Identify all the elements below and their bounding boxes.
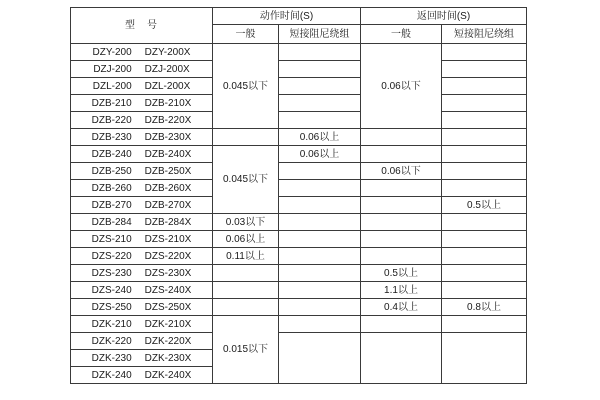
model-x-variant: DZK-230X — [144, 352, 192, 364]
model-cell — [71, 231, 213, 248]
model-x-variant: DZL-200X — [144, 80, 191, 92]
cell-action-damping — [279, 299, 361, 316]
model-base: DZY-200 — [92, 46, 132, 58]
cell-return-damping — [442, 333, 527, 384]
table-row — [71, 214, 527, 231]
model-cell — [71, 129, 213, 146]
cell-return-damping — [442, 61, 527, 78]
model-pair — [71, 149, 212, 160]
cell-action-damping — [279, 316, 361, 333]
model-column-header: 型 号 — [71, 8, 213, 44]
cell-return-general: 0.4以上 — [361, 299, 442, 316]
cell-action-general: 0.045以下 — [213, 44, 279, 129]
model-cell — [71, 282, 213, 299]
table-row — [71, 61, 527, 78]
model-pair — [71, 47, 212, 58]
model-pair — [71, 234, 212, 245]
cell-action-general: 0.03以下 — [213, 214, 279, 231]
cell-action-damping — [279, 61, 361, 78]
model-pair — [71, 115, 212, 126]
cell-action-general — [213, 129, 279, 146]
model-pair — [71, 336, 212, 347]
model-base: DZB-260 — [91, 182, 132, 194]
model-x-variant: DZB-230X — [144, 131, 192, 143]
model-cell — [71, 112, 213, 129]
model-x-variant: DZB-260X — [144, 182, 192, 194]
cell-return-general: 0.5以上 — [361, 265, 442, 282]
model-pair — [71, 81, 212, 92]
model-x-variant: DZK-220X — [144, 335, 192, 347]
model-base: DZS-250 — [91, 301, 132, 313]
model-x-variant: DZB-270X — [144, 199, 192, 211]
return-damping-header: 短接阻尼绕组 — [442, 25, 527, 44]
model-x-variant: DZB-240X — [144, 148, 192, 160]
cell-action-damping — [279, 163, 361, 180]
model-pair — [71, 370, 212, 381]
model-cell — [71, 214, 213, 231]
model-x-variant: DZB-250X — [144, 165, 192, 177]
model-cell — [71, 299, 213, 316]
return-time-group-header: 返回时间(S) — [361, 8, 527, 25]
return-general-header: 一般 — [361, 25, 442, 44]
cell-return-damping — [442, 265, 527, 282]
model-pair — [71, 217, 212, 228]
model-x-variant: DZK-210X — [144, 318, 192, 330]
cell-action-damping — [279, 248, 361, 265]
cell-return-general: 0.06以下 — [361, 44, 442, 129]
model-base: DZB-240 — [91, 148, 132, 160]
action-time-group-header: 动作时间(S) — [213, 8, 361, 25]
model-pair — [71, 64, 212, 75]
table-row — [71, 78, 527, 95]
table-row — [71, 248, 527, 265]
model-cell — [71, 248, 213, 265]
table-row — [71, 112, 527, 129]
model-cell — [71, 95, 213, 112]
cell-return-damping — [442, 44, 527, 61]
cell-return-general — [361, 333, 442, 384]
header-row-groups — [71, 8, 527, 25]
model-pair — [71, 200, 212, 211]
cell-return-damping — [442, 214, 527, 231]
model-cell — [71, 163, 213, 180]
spec-table — [70, 7, 527, 384]
model-x-variant: DZB-284X — [144, 216, 192, 228]
table-row — [71, 333, 527, 350]
model-x-variant: DZS-220X — [144, 250, 192, 262]
model-base: DZS-220 — [91, 250, 132, 262]
cell-action-general — [213, 282, 279, 299]
model-x-variant: DZB-220X — [144, 114, 192, 126]
cell-action-damping — [279, 197, 361, 214]
cell-return-damping — [442, 180, 527, 197]
cell-action-general: 0.015以下 — [213, 316, 279, 384]
model-base: DZB-284 — [91, 216, 132, 228]
model-pair — [71, 302, 212, 313]
model-x-variant: DZS-240X — [144, 284, 192, 296]
model-cell — [71, 350, 213, 367]
table-row — [71, 146, 527, 163]
cell-return-general — [361, 316, 442, 333]
cell-return-damping — [442, 231, 527, 248]
model-pair — [71, 98, 212, 109]
cell-return-damping: 0.8以上 — [442, 299, 527, 316]
model-base: DZS-240 — [91, 284, 132, 296]
cell-return-general — [361, 248, 442, 265]
cell-action-damping — [279, 44, 361, 61]
cell-action-damping — [279, 112, 361, 129]
model-base: DZB-230 — [91, 131, 132, 143]
model-x-variant: DZY-200X — [144, 46, 191, 58]
model-base: DZK-230 — [91, 352, 132, 364]
cell-action-damping — [279, 95, 361, 112]
model-base: DZB-270 — [91, 199, 132, 211]
cell-return-damping — [442, 95, 527, 112]
model-base: DZB-250 — [91, 165, 132, 177]
model-x-variant: DZJ-200X — [144, 63, 190, 75]
model-pair — [71, 132, 212, 143]
model-pair — [71, 268, 212, 279]
cell-action-general — [213, 299, 279, 316]
model-base: DZK-210 — [91, 318, 132, 330]
table-row — [71, 197, 527, 214]
cell-return-general — [361, 197, 442, 214]
model-pair — [71, 183, 212, 194]
cell-return-damping — [442, 146, 527, 163]
action-general-header: 一般 — [213, 25, 279, 44]
cell-action-damping — [279, 333, 361, 384]
cell-action-general: 0.045以下 — [213, 146, 279, 214]
cell-action-damping: 0.06以上 — [279, 129, 361, 146]
model-cell — [71, 146, 213, 163]
table-header — [71, 8, 527, 44]
cell-return-damping: 0.5以上 — [442, 197, 527, 214]
table-row — [71, 129, 527, 146]
cell-return-damping — [442, 78, 527, 95]
table-row — [71, 282, 527, 299]
model-cell — [71, 197, 213, 214]
table-row — [71, 231, 527, 248]
model-base: DZS-230 — [91, 267, 132, 279]
cell-return-general: 0.06以下 — [361, 163, 442, 180]
model-pair — [71, 285, 212, 296]
cell-return-damping — [442, 163, 527, 180]
model-base: DZK-220 — [91, 335, 132, 347]
model-pair — [71, 166, 212, 177]
model-x-variant: DZB-210X — [144, 97, 192, 109]
model-pair — [71, 353, 212, 364]
model-pair — [71, 319, 212, 330]
cell-action-damping — [279, 265, 361, 282]
model-x-variant: DZS-210X — [144, 233, 192, 245]
model-cell — [71, 333, 213, 350]
cell-return-general — [361, 180, 442, 197]
model-cell — [71, 44, 213, 61]
table-body — [71, 44, 527, 384]
cell-return-damping — [442, 112, 527, 129]
model-cell — [71, 367, 213, 384]
table-row — [71, 299, 527, 316]
cell-return-general: 1.1以上 — [361, 282, 442, 299]
cell-return-damping — [442, 248, 527, 265]
table-row — [71, 95, 527, 112]
cell-action-damping — [279, 282, 361, 299]
cell-action-damping — [279, 180, 361, 197]
table-row — [71, 180, 527, 197]
cell-return-damping — [442, 316, 527, 333]
model-x-variant: DZS-230X — [144, 267, 192, 279]
model-base: DZK-240 — [91, 369, 132, 381]
table-row — [71, 265, 527, 282]
cell-action-general: 0.06以上 — [213, 231, 279, 248]
model-base: DZS-210 — [91, 233, 132, 245]
cell-return-general — [361, 129, 442, 146]
cell-action-general: 0.11以上 — [213, 248, 279, 265]
model-cell — [71, 61, 213, 78]
model-base: DZB-220 — [91, 114, 132, 126]
model-base: DZJ-200 — [93, 63, 132, 75]
model-cell — [71, 78, 213, 95]
cell-action-damping — [279, 214, 361, 231]
cell-return-damping — [442, 282, 527, 299]
model-cell — [71, 180, 213, 197]
model-cell — [71, 316, 213, 333]
model-base: DZL-200 — [92, 80, 132, 92]
table-row — [71, 316, 527, 333]
cell-action-damping — [279, 231, 361, 248]
action-damping-header: 短接阻尼绕组 — [279, 25, 361, 44]
model-x-variant: DZS-250X — [144, 301, 192, 313]
model-cell — [71, 265, 213, 282]
cell-action-damping: 0.06以上 — [279, 146, 361, 163]
cell-action-damping — [279, 78, 361, 95]
model-x-variant: DZK-240X — [144, 369, 192, 381]
model-pair — [71, 251, 212, 262]
table-row — [71, 163, 527, 180]
cell-return-general — [361, 231, 442, 248]
cell-return-damping — [442, 129, 527, 146]
cell-action-general — [213, 265, 279, 282]
table-row — [71, 44, 527, 61]
model-base: DZB-210 — [91, 97, 132, 109]
cell-return-general — [361, 146, 442, 163]
cell-return-general — [361, 214, 442, 231]
